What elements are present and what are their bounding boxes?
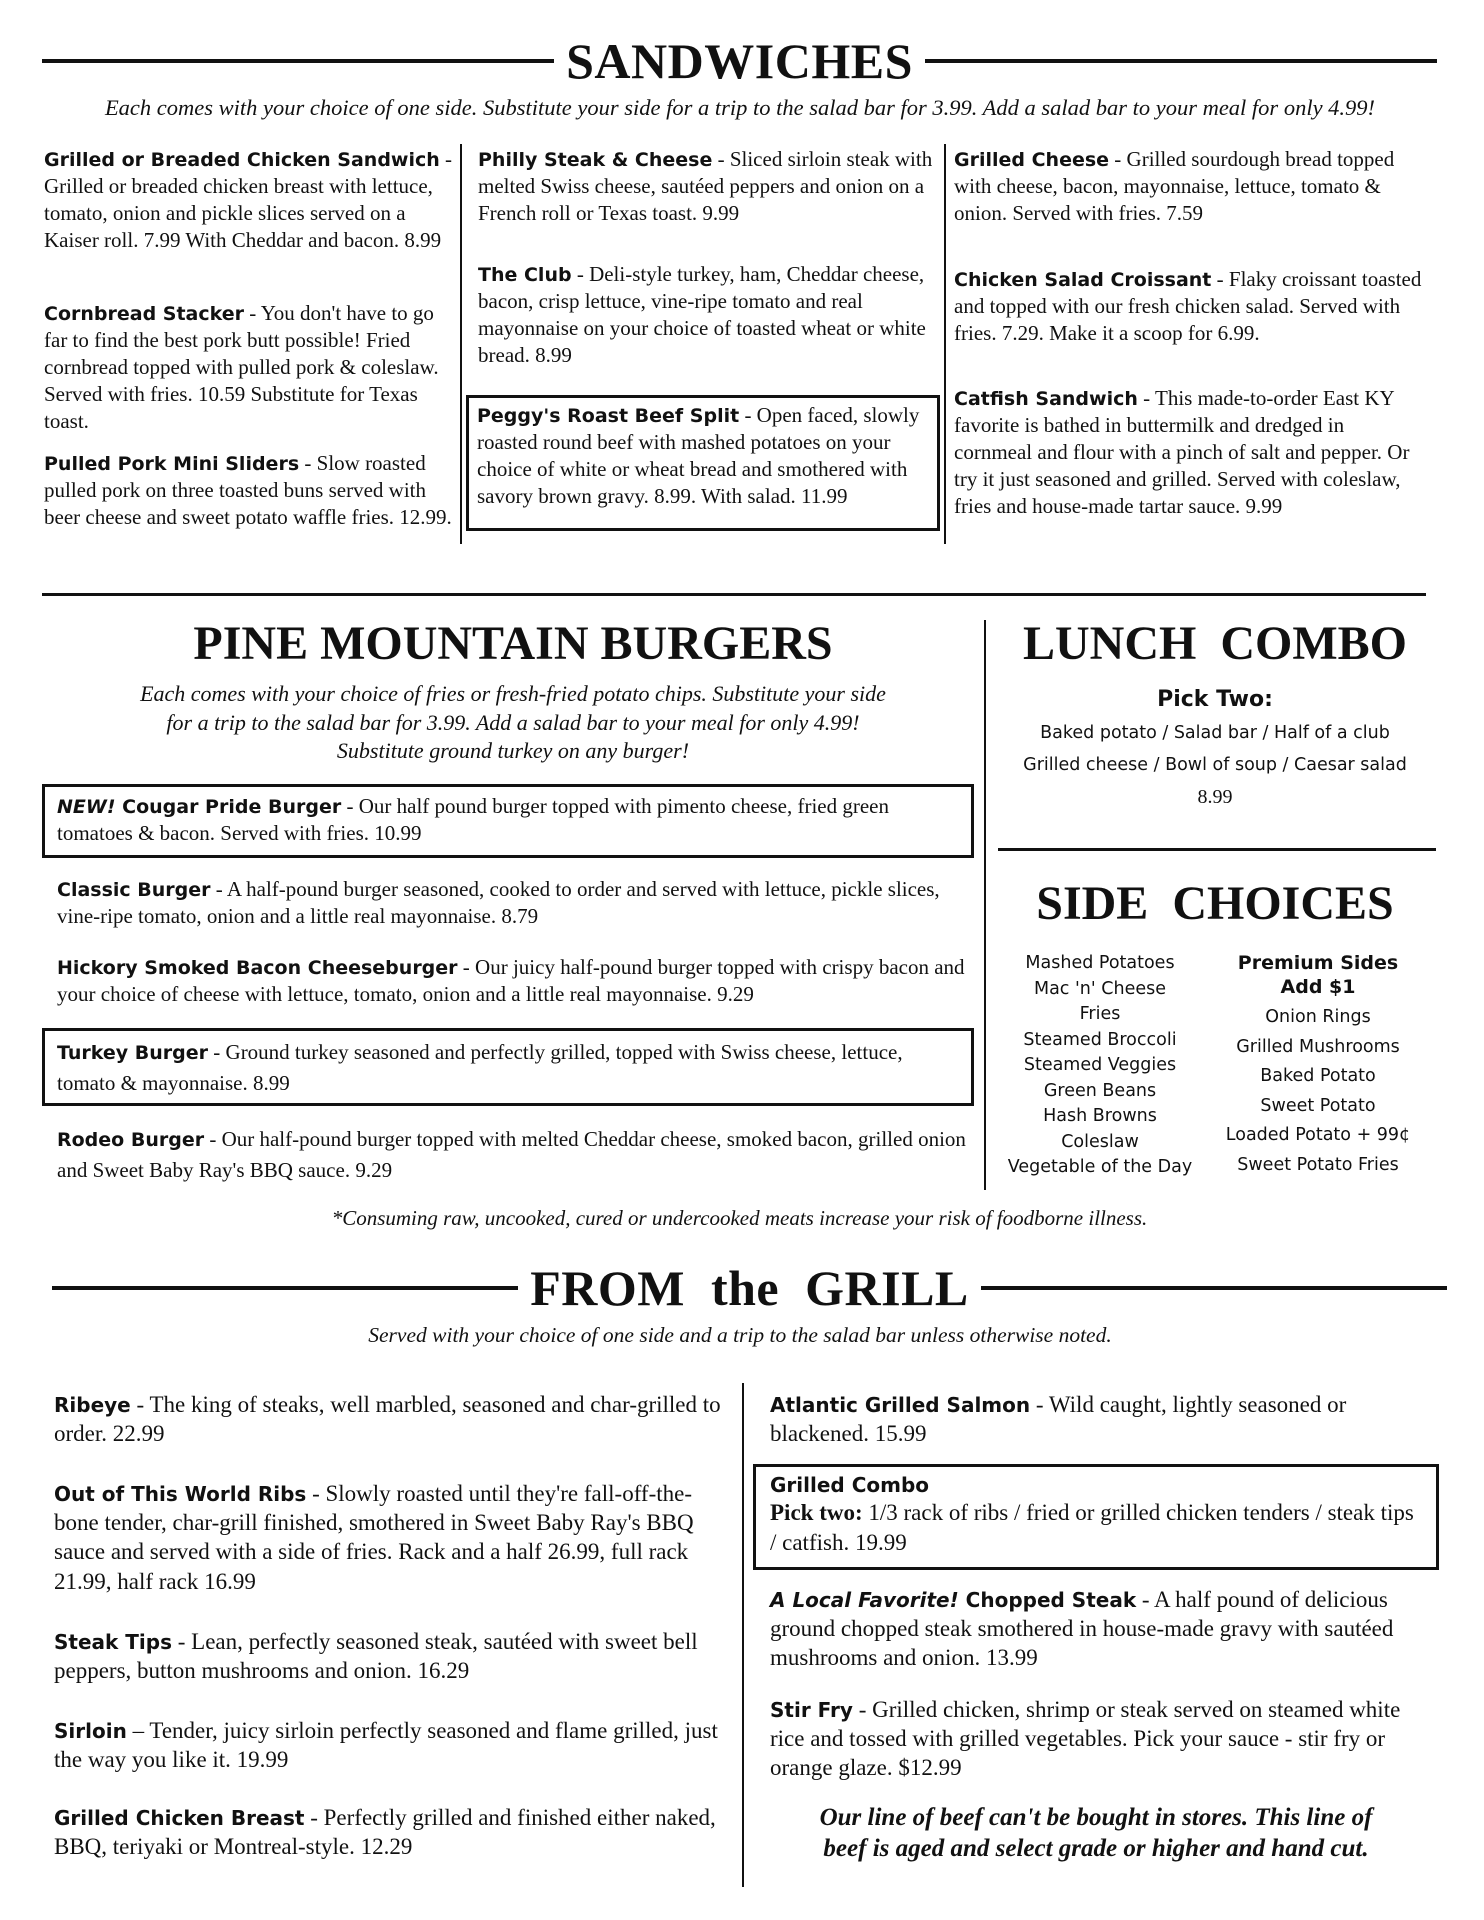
burgers-subtitle-line: Substitute ground turkey on any burger! [336, 738, 690, 764]
header-rule-left [52, 1286, 518, 1290]
burgers-title: PINE MOUNTAIN BURGERS [193, 617, 833, 670]
side-item: Steamed Broccoli [1023, 1029, 1177, 1050]
menu-item-pulled-pork-sliders [44, 450, 454, 531]
column-divider [460, 144, 462, 544]
beef-quality-note [752, 1803, 1440, 1864]
header-rule-right [981, 1286, 1447, 1290]
item-desc: - Our half-pound burger topped with melted Cheddar cheese, smoked bacon, grilled onion and Sweet Baby Ray's BBQ sauce. 9.29 [57, 1127, 966, 1182]
item-desc: - The king of steaks, well marbled, seasoned and char-grilled to order. 22.99 [54, 1392, 721, 1447]
item-name: Grilled Chicken Breast [54, 1806, 305, 1830]
column-divider [944, 144, 946, 544]
side-item: Vegetable of the Day [1007, 1157, 1193, 1177]
grill-subtitle: Served with your choice of one side and a trip to the salad bar unless otherwise noted. [368, 1323, 1112, 1347]
item-name: Cougar Pride Burger [115, 796, 342, 818]
menu-item-turkey-burger [42, 1028, 974, 1106]
item-name: Grilled Cheese [954, 149, 1110, 171]
menu-item-classic-burger [57, 876, 972, 930]
sandwiches-title: SANDWICHES [566, 33, 913, 89]
item-name: Chopped Steak [958, 1588, 1137, 1612]
item-desc: - Sliced sirloin steak with melted Swiss cheese, sautéed peppers and onion on a French roll or Texas toast. 9.99 [478, 147, 933, 225]
item-desc: - Open faced, slowly roasted round beef with mashed potatoes on your choice of white or wheat bread and smothered with savory brown gravy. 8.99. With salad. 11.99 [477, 403, 920, 508]
premium-sides-list [1208, 951, 1428, 1180]
menu-item-steak-tips [54, 1627, 734, 1685]
menu-item-the-club [478, 261, 933, 369]
item-desc: - Grilled sourdough bread topped with cheese, bacon, mayonnaise, lettuce, tomato & onion. Served with fries. 7.59 [954, 147, 1395, 225]
item-desc: - Deli-style turkey, ham, Cheddar cheese, bacon, crisp lettuce, vine-ripe tomato and real mayonnaise on your choice of toasted wheat or white bread. 8.99 [478, 262, 926, 367]
header-rule-right [925, 59, 1437, 63]
side-item: Mashed Potatoes [1025, 953, 1175, 973]
lunch-combo-list [990, 683, 1440, 813]
menu-item-stir-fry [770, 1695, 1440, 1783]
item-name: Grilled or Breaded Chicken Sandwich [44, 149, 440, 171]
item-desc: 1/3 rack of ribs / fried or grilled chicken tenders / steak tips / catfish. 19.99 [770, 1500, 1414, 1555]
premium-side-item: Loaded Potato + 99¢ [1225, 1125, 1411, 1145]
item-name: Peggy's Roast Beef Split [477, 405, 740, 427]
premium-sides-heading: Premium Sides [1237, 952, 1399, 974]
premium-side-item: Onion Rings [1265, 1007, 1371, 1027]
item-name: Stir Fry [770, 1698, 853, 1722]
menu-item-chopped-steak [770, 1585, 1440, 1673]
menu-item-peggys-roast-beef-split [466, 395, 940, 531]
column-divider [742, 1383, 744, 1887]
menu-item-ribs [54, 1479, 734, 1596]
side-item: Coleslaw [1061, 1131, 1139, 1152]
item-name: Out of This World Ribs [54, 1482, 307, 1506]
premium-side-item: Baked Potato [1260, 1066, 1376, 1086]
side-item: Mac 'n' Cheese [1033, 978, 1166, 999]
local-favorite-tag: A Local Favorite! [770, 1588, 959, 1612]
grill-title: FROM the GRILL [530, 1260, 969, 1316]
menu-item-cornbread-stacker [44, 300, 454, 434]
item-name: Ribeye [54, 1393, 131, 1417]
side-item: Hash Browns [1043, 1106, 1157, 1126]
item-desc: - Slowly roasted until they're fall-off-the-bone tender, char-grill finished, smothered in Sweet Baby Ray's BBQ sauce and served with a side of fries. Rack and a half 26.99, full rack 21.99, half rack 16.99 [54, 1481, 694, 1594]
item-desc: - Grilled chicken, shrimp or steak served on steamed white rice and tossed with grilled vegetables. Pick your sauce - stir fry or orange glaze. $12.99 [770, 1697, 1401, 1781]
item-desc: - Wild caught, lightly seasoned or blackened. 15.99 [770, 1392, 1347, 1447]
menu-item-grilled-cheese [954, 146, 1424, 227]
menu-item-grilled-chicken-sandwich [44, 146, 454, 254]
beef-note-line: Our line of beef can't be bought in stores. This line of [819, 1804, 1373, 1831]
item-name: Sirloin [54, 1719, 127, 1743]
item-desc: - A half pound of delicious ground chopped steak smothered in house-made gravy with sautéed mushrooms and onion. 13.99 [770, 1587, 1394, 1671]
item-desc: - Lean, perfectly seasoned steak, sautéed with sweet bell peppers, button mushrooms and onion. 16.29 [54, 1629, 698, 1684]
new-tag: NEW! [57, 796, 116, 818]
premium-side-item: Grilled Mushrooms [1236, 1036, 1400, 1057]
side-item: Steamed Veggies [1023, 1055, 1177, 1075]
side-item: Fries [1079, 1004, 1121, 1024]
item-name: Hickory Smoked Bacon Cheeseburger [57, 957, 458, 979]
pick-two-label: Pick Two: [1157, 687, 1273, 712]
item-name: Classic Burger [57, 879, 211, 901]
burgers-subtitle [42, 680, 984, 766]
menu-item-chicken-salad-croissant [954, 266, 1424, 347]
item-desc: – Tender, juicy sirloin perfectly seasoned and flame grilled, just the way you like it. 19.99 [54, 1718, 718, 1773]
item-name: Philly Steak & Cheese [478, 149, 713, 171]
item-desc: - Ground turkey seasoned and perfectly grilled, topped with Swiss cheese, lettuce, tomato & mayonnaise. 8.99 [57, 1040, 903, 1095]
menu-item-cougar-pride-burger [42, 784, 974, 858]
burgers-subtitle-line: for a trip to the salad bar for 3.99. Add a salad bar to your meal for only 4.99! [166, 709, 860, 735]
column-divider [984, 620, 986, 1190]
item-desc: - A half-pound burger seasoned, cooked to order and served with lettuce, pickle slices, vine-ripe tomato, onion and a little real mayonnaise. 8.79 [57, 877, 940, 928]
item-name: Chicken Salad Croissant [954, 269, 1212, 291]
item-name: Catfish Sandwich [954, 388, 1138, 410]
menu-item-rodeo-burger [57, 1124, 972, 1185]
item-name: Grilled Combo [770, 1473, 930, 1497]
burgers-subtitle-line: Each comes with your choice of fries or fresh-fried potato chips. Substitute your side [140, 681, 886, 706]
item-name: Atlantic Grilled Salmon [770, 1393, 1031, 1417]
item-desc: - Flaky croissant toasted and topped with our fresh chicken salad. Served with fries. 7.29. Make it a scoop for 6.99. [954, 267, 1422, 345]
lunch-combo-price: 8.99 [1197, 786, 1233, 808]
side-item: Green Beans [1043, 1080, 1157, 1101]
premium-sides-price: Add $1 [1280, 976, 1356, 998]
item-name: Rodeo Burger [57, 1129, 205, 1151]
item-desc: - You don't have to go far to find the best pork butt possible! Fried cornbread topped with pulled pork & coleslaw. Served with fries. 10.59 Substitute for Texas toast. [44, 301, 439, 433]
item-name: Pulled Pork Mini Sliders [44, 453, 300, 475]
item-name: The Club [478, 264, 572, 286]
menu-item-bacon-cheeseburger [57, 954, 972, 1008]
beef-note-line: beef is aged and select grade or higher and hand cut. [823, 1834, 1369, 1862]
item-name: Steak Tips [54, 1630, 173, 1654]
side-choices-title: SIDE CHOICES [1036, 877, 1394, 930]
item-name: Turkey Burger [57, 1042, 209, 1064]
menu-item-grilled-chicken-breast [54, 1803, 734, 1861]
premium-side-item: Sweet Potato [1260, 1095, 1376, 1116]
menu-item-atlantic-salmon [770, 1390, 1440, 1448]
item-desc: - Slow roasted pulled pork on three toasted buns served with beer cheese and sweet potato waffle fries. 12.99. [44, 451, 452, 529]
pick-two-label: Pick two: [770, 1500, 863, 1526]
lunch-combo-options: Grilled cheese / Bowl of soup / Caesar salad [1023, 755, 1407, 775]
menu-item-catfish-sandwich [954, 385, 1424, 519]
item-desc: - Our half pound burger topped with pimento cheese, fried green tomatoes & bacon. Served with fries. 10.99 [57, 794, 889, 845]
food-safety-disclaimer: *Consuming raw, uncooked, cured or undercooked meats increase your risk of foodborne illness. [331, 1206, 1148, 1230]
item-desc: - Perfectly grilled and finished either naked, BBQ, teriyaki or Montreal-style. 12.29 [54, 1805, 716, 1860]
menu-item-ribeye [54, 1390, 734, 1448]
menu-item-grilled-combo [753, 1464, 1439, 1570]
grill-header [52, 1262, 1447, 1314]
premium-side-item: Sweet Potato Fries [1237, 1154, 1399, 1175]
menu-item-sirloin [54, 1716, 734, 1774]
header-rule-left [42, 59, 554, 63]
section-divider [998, 848, 1436, 851]
item-desc: - This made-to-order East KY favorite is bathed in buttermilk and dredged in cornmeal and flour with a pinch of salt and pepper. Or try it just seasoned and grilled. Served with coleslaw, fries and house-made tartar sauce. 9.99 [954, 386, 1410, 518]
sandwiches-subtitle: Each comes with your choice of one side. Substitute your side for a trip to the salad bar for 3.99. Add a salad bar to your meal for only 4.99! [104, 95, 1376, 120]
item-desc: - Grilled or breaded chicken breast with lettuce, tomato, onion and pickle slices served on a Kaiser roll. 7.99 With Cheddar and bacon. 8.99 [44, 147, 453, 252]
regular-sides-list [990, 951, 1210, 1181]
sandwiches-header [42, 33, 1437, 89]
lunch-combo-title: LUNCH COMBO [1023, 617, 1407, 670]
item-desc: - Our juicy half-pound burger topped with crispy bacon and your choice of cheese with lettuce, tomato, onion and a little real mayonnaise. 9.29 [57, 955, 965, 1006]
menu-item-philly-steak [478, 146, 933, 227]
section-divider [42, 593, 1426, 596]
item-name: Cornbread Stacker [44, 303, 245, 325]
lunch-combo-options: Baked potato / Salad bar / Half of a club [1040, 723, 1390, 743]
